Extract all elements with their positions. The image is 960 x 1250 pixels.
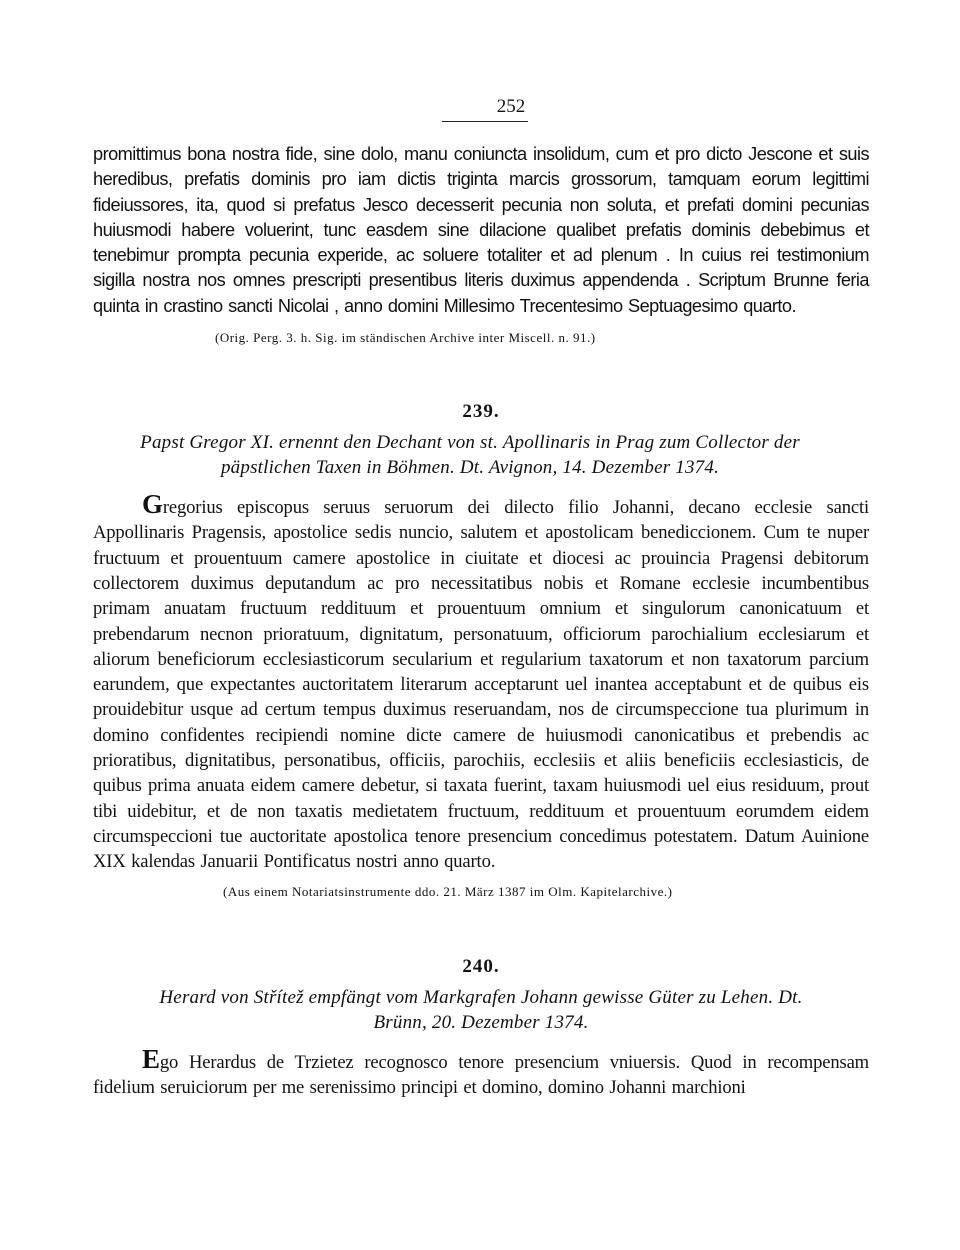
document-240-number: 240. [462, 955, 500, 977]
document-240-text [93, 1043, 869, 1101]
document-239-title: Papst Gregor XI. ernennt den Dechant von st. Apollinaris in Prag zum Collector der päpstlichen Taxen in Böhmen. Dt. Avignon, 14. Dezember 1374. [140, 432, 800, 479]
document-240-body: go Herardus de Trzietez recognosco tenore presencium vniuersis. Quod in recompensam fidelium seruiciorum per me serenissimo principi et domino, domino Johanni marchioni [93, 1051, 869, 1098]
document-240-title: Herard von Střítež empfängt vom Markgrafen Johann gewisse Güter zu Lehen. Dt. Brünn, 20. Dezember 1374. [159, 986, 803, 1033]
continuation-paragraph: promittimus bona nostra fide, sine dolo, manu coniuncta insolidum, cum et pro dicto Jescone et suis heredibus, prefatis dominis pro iam dictis triginta marcis grossorum, tamquam eorum legittimi fideiussores, ita, quod si prefatus Jesco decesserit pecunia non soluta, et prefati domini pecunias huiusmodi habere voluerint, tunc easdem sine dilacione qualibet prefatis dominis debebimus et tenebimur prompta pecunia experide, ac soluere totaliter et ad plenum . In cuius rei testimonium sigilla nostra nos omnes prescripti presentibus literis duximus appendenda . Scriptum Brunne feria quinta in crastino sancti Nicolai , anno domini Millesimo Trecentesimo Septuagesimo quarto. [93, 144, 869, 316]
document-239-initial: G [142, 489, 163, 520]
page-number-rule [442, 121, 528, 122]
document-page [93, 96, 869, 1100]
document-239-number: 239. [462, 401, 500, 423]
continuation-source-note: (Orig. Perg. 3. h. Sig. im ständischen Archive inter Miscell. n. 91.) [215, 330, 596, 346]
document-239-text [93, 489, 869, 874]
document-239-body: regorius episcopus seruus seruorum dei dilecto filio Johanni, decano ecclesie sancti Appollinaris Pragensis, apostolice sedis nuncio, salutem et apostolicam benediccionem. Cum te nuper fructuum et prouentuum camere apostolice in ciuitate et diocesi ac prouincia Pragensi debitorum collectorem duximus deputandum ac pro necessitatibus nobis et Romane ecclesie incumbentibus primam anuatam fructuum reddituum et prouentuum omnium et singulorum canonicatuum et prebendarum necnon prioratuum, dignitatum, personatuum, officiorum parochialium ecclesiarum et aliorum beneficiorum ecclesiasticorum secularium et regularium taxatorum et non taxatorum parcium earundem, que expectantes auctoritatem literarum acceptarunt uel inantea acceptabunt et de quibus eis prouidebitur usque ad certum tempus duximus reseruandam, nos de circumspeccione tua plurimum in domino confidentes recipiendi nomine dicte camere de huiusmodi canonicatibus et prebendis ac prioratibus, dignitatibus, personatibus, officiis, parochiis, ecclesiis et aliis beneficiis ecclesiasticis, de quibus prima anuata eidem camere debetur, si taxata fuerint, taxam huiusmodi uel eius residuum, prout tibi uidebitur, et de non taxatis medietatem fructuum, reddituum et prouentuum eorumdem eidem circumspeccioni tue auctoritate apostolica tenore presencium concedimus potestatem. Datum Auinione XIX kalendas Januarii Pontificatus nostri anno quarto. [93, 497, 869, 873]
document-239-source-note: (Aus einem Notariatsinstrumente ddo. 21. März 1387 im Olm. Kapitelarchive.) [223, 883, 673, 899]
page-number: 252 [496, 96, 526, 117]
document-240-initial: E [142, 1043, 160, 1074]
